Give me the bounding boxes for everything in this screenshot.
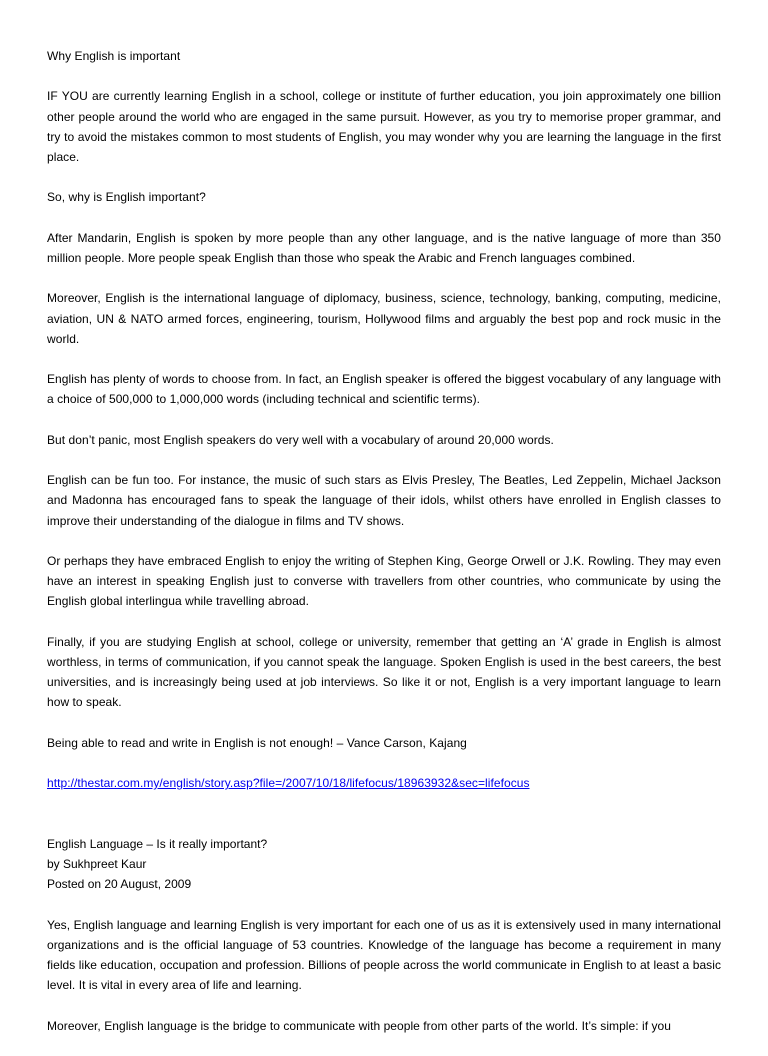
- article2-header: [47, 834, 721, 895]
- paragraph-signoff: Being able to read and write in English is not enough! – Vance Carson, Kajang: [47, 735, 467, 750]
- paragraph-mandarin: After Mandarin, English is spoken by more people than any other language, and is the native language of more than 350 million people. More people speak English than those who speak the Arabic and French languages combined.: [47, 230, 721, 265]
- article2-title: English Language – Is it really important?: [47, 836, 268, 851]
- paragraph-dont-panic: But don’t panic, most English speakers do very well with a vocabulary of around 20,000 words.: [47, 432, 554, 447]
- paragraph-international: Moreover, English is the international language of diplomacy, business, science, technology, banking, computing, medicine, aviation, UN & NATO armed forces, engineering, tourism, Hollywood films and arguably the best pop and rock music in the world.: [47, 291, 721, 346]
- article-title: Why English is important: [47, 49, 181, 63]
- paragraph-question: So, why is English important?: [47, 190, 206, 205]
- paragraph-yes-english: Yes, English language and learning English is very important for each one of us as it is extensively used in many international organizations and is the official language of 53 countries. Knowledge of the language has become a requirement in many fields like education, occupation and profession. Billions of people across the world communicate in English to at least a basic level. It is vital in every area of life and learning.: [47, 917, 721, 993]
- source-link-line: [47, 773, 721, 793]
- document-page: [47, 46, 721, 1056]
- article2-posted-date: Posted on 20 August, 2009: [47, 877, 192, 892]
- paragraph-writing: Or perhaps they have embraced English to enjoy the writing of Stephen King, George Orwell or J.K. Rowling. They may even have an interest in speaking English just to converse with travellers from other countries, who communicate by using the English global interlingua while travelling abroad.: [47, 553, 721, 609]
- paragraph-intro: IF YOU are currently learning English in a school, college or institute of further education, you join approximately one billion other people around the world who are engaged in the same pursuit. However, as you try to memorise proper grammar, and try to avoid the mistakes common to most students of English, you may wonder why you are learning the language in the first place.: [47, 89, 721, 164]
- source-link[interactable]: http://thestar.com.my/english/story.asp?file=/2007/10/18/lifefocus/18963932&sec=lifefocus: [47, 776, 530, 791]
- paragraph-vocabulary: English has plenty of words to choose from. In fact, an English speaker is offered the biggest vocabulary of any language with a choice of 500,000 to 1,000,000 words (including technical and scientific terms).: [47, 372, 721, 407]
- paragraph-fun: English can be fun too. For instance, the music of such stars as Elvis Presley, The Beatles, Led Zeppelin, Michael Jackson and Madonna has encouraged fans to speak the language of their idols, whilst others have enrolled in English classes to improve their understanding of the dialogue in films and TV shows.: [47, 473, 721, 528]
- paragraph-bridge: Moreover, English language is the bridge to communicate with people from other parts of the world. It’s simple: if you: [47, 1018, 671, 1033]
- article2-author: by Sukhpreet Kaur: [47, 856, 147, 871]
- section-gap: [47, 814, 721, 834]
- paragraph-finally: Finally, if you are studying English at school, college or university, remember that getting an ‘A’ grade in English is almost worthless, in terms of communication, if you cannot speak the language. Spoken English is used in the best careers, the best universities, and is increasingly being used at job interviews. So like it or not, English is a very important language to learn how to speak.: [47, 634, 721, 710]
